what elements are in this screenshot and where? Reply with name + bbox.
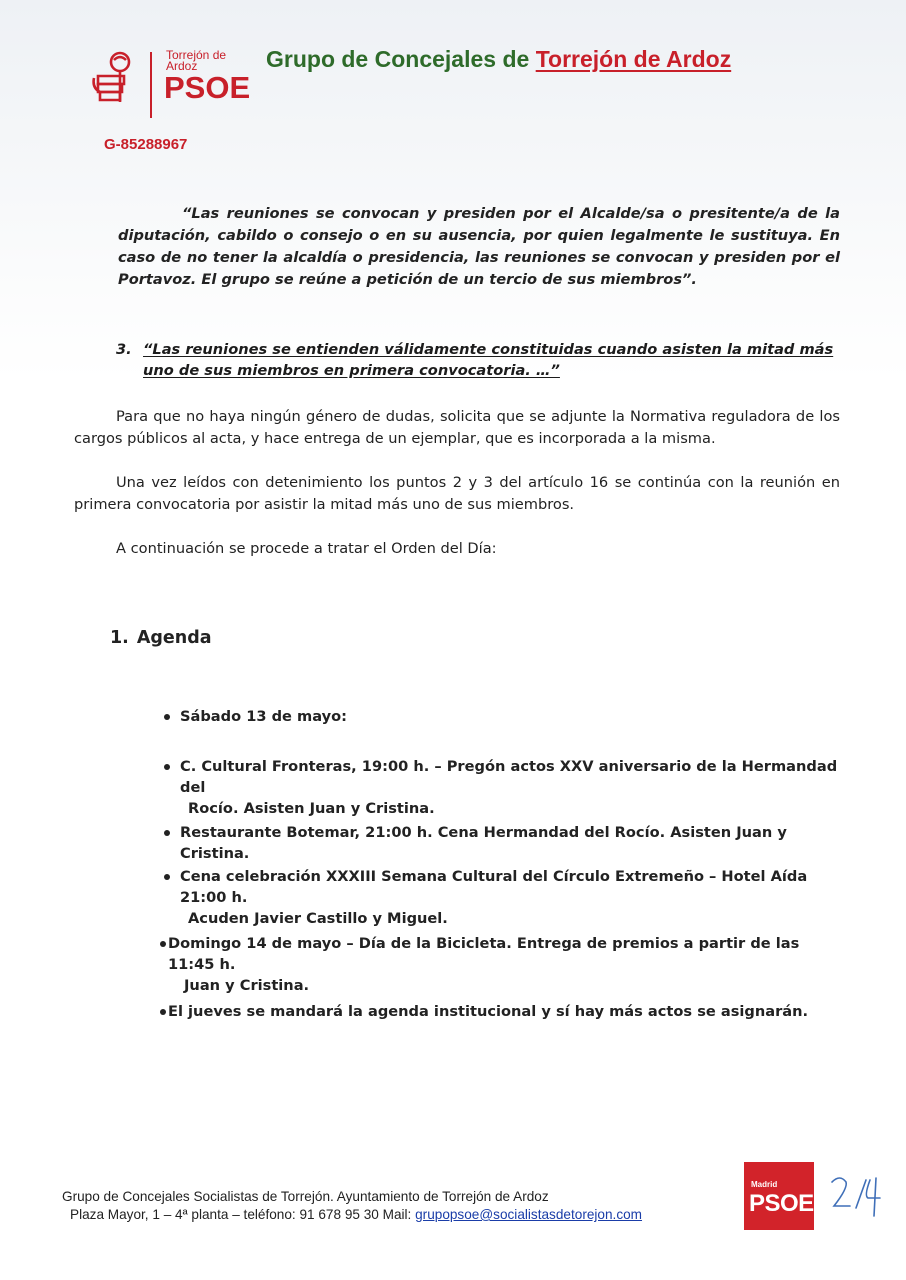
- list-item-text: Cena celebración XXXIII Semana Cultural del Círculo Extremeño – Hotel Aída 21:00 h.: [180, 868, 808, 906]
- logo-town-name: Torrejón de Ardoz: [166, 48, 227, 73]
- list-item-text: Domingo 14 de mayo – Día de la Bicicleta. Entrega de premios a partir de las 11:45 h.: [168, 935, 800, 973]
- logo-brand: PSOE: [164, 70, 251, 105]
- list-item-text-cont: Rocío. Asisten Juan y Cristina.: [188, 800, 435, 817]
- paragraph-text: A continuación se procede a tratar el Orden del Día:: [116, 540, 497, 557]
- section-heading: [110, 628, 212, 648]
- rose-fist-icon: [92, 50, 136, 108]
- paragraph: [74, 472, 840, 516]
- list-item: [160, 756, 840, 819]
- psoe-madrid-badge: [744, 1162, 814, 1230]
- paragraph: [116, 538, 816, 560]
- point-text: “Las reuniones se entienden válidamente constituidas cuando asisten la mitad más uno de sus miembros en primera convocatoria. …”: [143, 341, 834, 379]
- list-item: [160, 706, 840, 727]
- bullet-icon: [164, 714, 170, 720]
- list-item-text: Restaurante Botemar, 21:00 h. Cena Hermandad del Rocío. Asisten Juan y Cristina.: [180, 824, 787, 862]
- point-number: 3.: [116, 341, 132, 358]
- paragraph-text: Una vez leídos con detenimiento los puntos 2 y 3 del artículo 16 se continúa con la reunión en primera convocatoria por asistir la mitad más uno de sus miembros.: [74, 474, 840, 513]
- list-item-text-cont: Acuden Javier Castillo y Miguel.: [188, 910, 448, 927]
- bullet-icon: [160, 941, 166, 947]
- page-title-prefix: Grupo de Concejales de: [266, 46, 536, 72]
- handwritten-page-mark: [826, 1168, 886, 1228]
- list-item-text: El jueves se mandará la agenda institucional y sí hay más actos se asignarán.: [168, 1003, 809, 1020]
- page-title-town: Torrejón de Ardoz: [535, 46, 732, 72]
- article-point-3: [116, 339, 842, 381]
- logo-divider: [150, 52, 152, 118]
- paragraph-text: Para que no haya ningún género de dudas, solicita que se adjunte la Normativa reguladora de los cargos públicos al acta, y hace entrega de un ejemplar, que es incorporada a la misma.: [74, 408, 840, 447]
- footer-line-2: [70, 1206, 642, 1224]
- footer-address: [62, 1188, 642, 1224]
- footer-contact: Plaza Mayor, 1 – 4ª planta – teléfono: 91 678 95 30 Mail:: [70, 1207, 416, 1222]
- psoe-torrejon-logo: [92, 50, 252, 122]
- badge-brand: PSOE: [749, 1190, 814, 1217]
- section-number: 1.: [110, 628, 129, 648]
- quote-block: [118, 203, 840, 291]
- paragraph: [74, 406, 840, 450]
- section-title: Agenda: [136, 628, 212, 648]
- list-item-text-cont: Juan y Cristina.: [184, 977, 310, 994]
- email-link[interactable]: grupopsoe@socialistasdetorejon.com: [415, 1207, 643, 1222]
- list-item-text: Sábado 13 de mayo:: [180, 708, 348, 725]
- footer-line-1: Grupo de Concejales Socialistas de Torrejón. Ayuntamiento de Torrejón de Ardoz: [62, 1189, 549, 1204]
- badge-region: Madrid: [751, 1180, 778, 1189]
- list-item: [160, 866, 840, 929]
- bullet-icon: [160, 1009, 166, 1015]
- bullet-icon: [164, 874, 170, 880]
- list-item: [156, 1001, 836, 1022]
- list-item: [156, 933, 836, 996]
- bullet-icon: [164, 764, 170, 770]
- bullet-icon: [164, 830, 170, 836]
- page-title: [266, 46, 731, 73]
- list-item-text: C. Cultural Fronteras, 19:00 h. – Pregón actos XXV aniversario de la Hermandad del: [180, 758, 838, 796]
- quote-text: “Las reuniones se convocan y presiden por el Alcalde/sa o presitente/a de la diputación, cabildo o consejo o en su ausencia, por quien legalmente le sustituya. En caso de no tener la alcaldía o presidencia, las reuniones se convocan y presiden por el Portavoz. El grupo se reúne a petición de un tercio de sus miembros”.: [118, 205, 840, 288]
- tax-id: G-85288967: [104, 136, 188, 153]
- list-item: [160, 822, 840, 864]
